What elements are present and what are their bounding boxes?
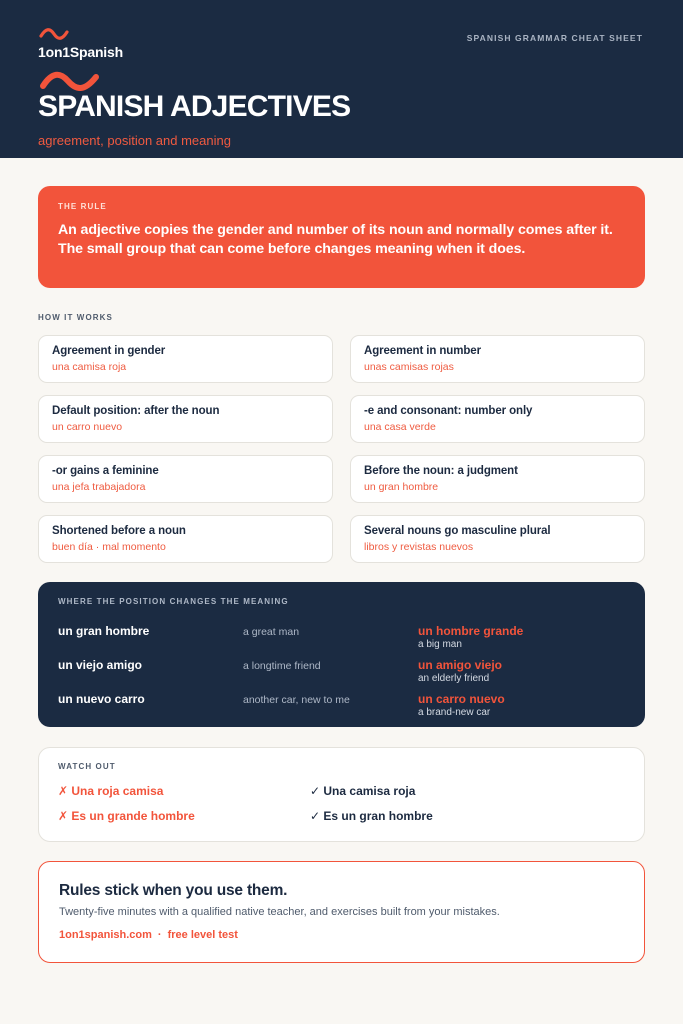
rule-card: [350, 395, 645, 443]
rule-card: [350, 455, 645, 503]
correct-example: ✓ Una camisa roja: [310, 784, 416, 798]
position-meaning: a great man: [243, 626, 300, 638]
rule-card-example: una camisa roja: [52, 361, 127, 373]
correct-example: ✓ Es un gran hombre: [310, 809, 433, 823]
cta-separator: ·: [157, 929, 162, 941]
header-banner: [0, 0, 683, 158]
rule-card-example: unas camisas rojas: [364, 361, 454, 373]
brand-name[interactable]: 1on1Spanish: [38, 44, 123, 60]
wrong-example: ✗ Una roja camisa: [58, 784, 164, 798]
rule-card-example: un gran hombre: [364, 481, 439, 493]
position-meaning: another car, new to me: [243, 694, 350, 706]
rule-card-example: un carro nuevo: [52, 421, 123, 433]
rule-card-title: Agreement in gender: [52, 345, 166, 357]
position-alt-meaning: an elderly friend: [418, 673, 490, 684]
how-it-works-grid: [38, 335, 645, 563]
watch-out-panel: [38, 747, 645, 842]
brand-wave-icon: [38, 27, 70, 41]
sheet-kicker: SPANISH GRAMMAR CHEAT SHEET: [466, 33, 643, 43]
rule-card-title: -or gains a feminine: [52, 465, 159, 477]
rule-card-title: Before the noun: a judgment: [364, 465, 518, 477]
cta-body: Twenty-five minutes with a qualified native teacher, and exercises built from your mistakes.: [59, 906, 500, 918]
rule-card-title: Shortened before a noun: [52, 525, 186, 537]
rule-card: [350, 515, 645, 563]
position-phrase: un nuevo carro: [58, 692, 145, 706]
position-phrase: un gran hombre: [58, 624, 150, 638]
rule-card-title: Several nouns go masculine plural: [364, 525, 551, 537]
watch-out-label: WATCH OUT: [58, 762, 116, 771]
position-meaning: a longtime friend: [243, 660, 321, 672]
position-label: WHERE THE POSITION CHANGES THE MEANING: [58, 597, 289, 606]
cta-headline: Rules stick when you use them.: [59, 882, 288, 899]
wrong-example: ✗ Es un grande hombre: [58, 809, 195, 823]
position-row: [58, 624, 625, 658]
rule-card: [350, 335, 645, 383]
position-alt-meaning: a big man: [418, 639, 462, 650]
rule-card: [38, 515, 333, 563]
watch-out-row: [58, 784, 618, 800]
position-phrase: un viejo amigo: [58, 658, 143, 672]
rule-label: THE RULE: [58, 202, 107, 211]
site-link[interactable]: 1on1spanish.com: [59, 929, 152, 941]
position-alt-meaning: a brand-new car: [418, 707, 491, 718]
cta-links: [59, 929, 624, 941]
position-row: [58, 658, 625, 692]
rule-card-example: buen día · mal momento: [52, 541, 166, 553]
rule-card-example: libros y revistas nuevos: [364, 541, 474, 553]
rule-card-example: una casa verde: [364, 421, 436, 433]
cta-panel: [38, 861, 645, 963]
level-test-link[interactable]: free level test: [167, 929, 238, 941]
rule-card-title: Default position: after the noun: [52, 405, 220, 417]
position-alt-phrase: un hombre grande: [418, 624, 524, 638]
position-row: [58, 692, 625, 726]
watch-out-row: [58, 809, 618, 825]
rule-card-title: Agreement in number: [364, 345, 481, 357]
rule-card-title: -e and consonant: number only: [364, 405, 533, 417]
page-subtitle: agreement, position and meaning: [38, 133, 231, 148]
how-it-works-label: HOW IT WORKS: [38, 313, 113, 322]
rule-card: [38, 335, 333, 383]
page-title: SPANISH ADJECTIVES: [38, 90, 351, 123]
rule-card: [38, 455, 333, 503]
rule-panel: [38, 186, 645, 288]
position-meaning-panel: [38, 582, 645, 727]
position-alt-phrase: un amigo viejo: [418, 658, 503, 672]
rule-card: [38, 395, 333, 443]
position-alt-phrase: un carro nuevo: [418, 692, 505, 706]
rule-card-example: una jefa trabajadora: [52, 481, 146, 493]
rule-text: An adjective copies the gender and number of its noun and normally comes after it. The small group that can come before changes meaning when it does.: [58, 222, 613, 257]
